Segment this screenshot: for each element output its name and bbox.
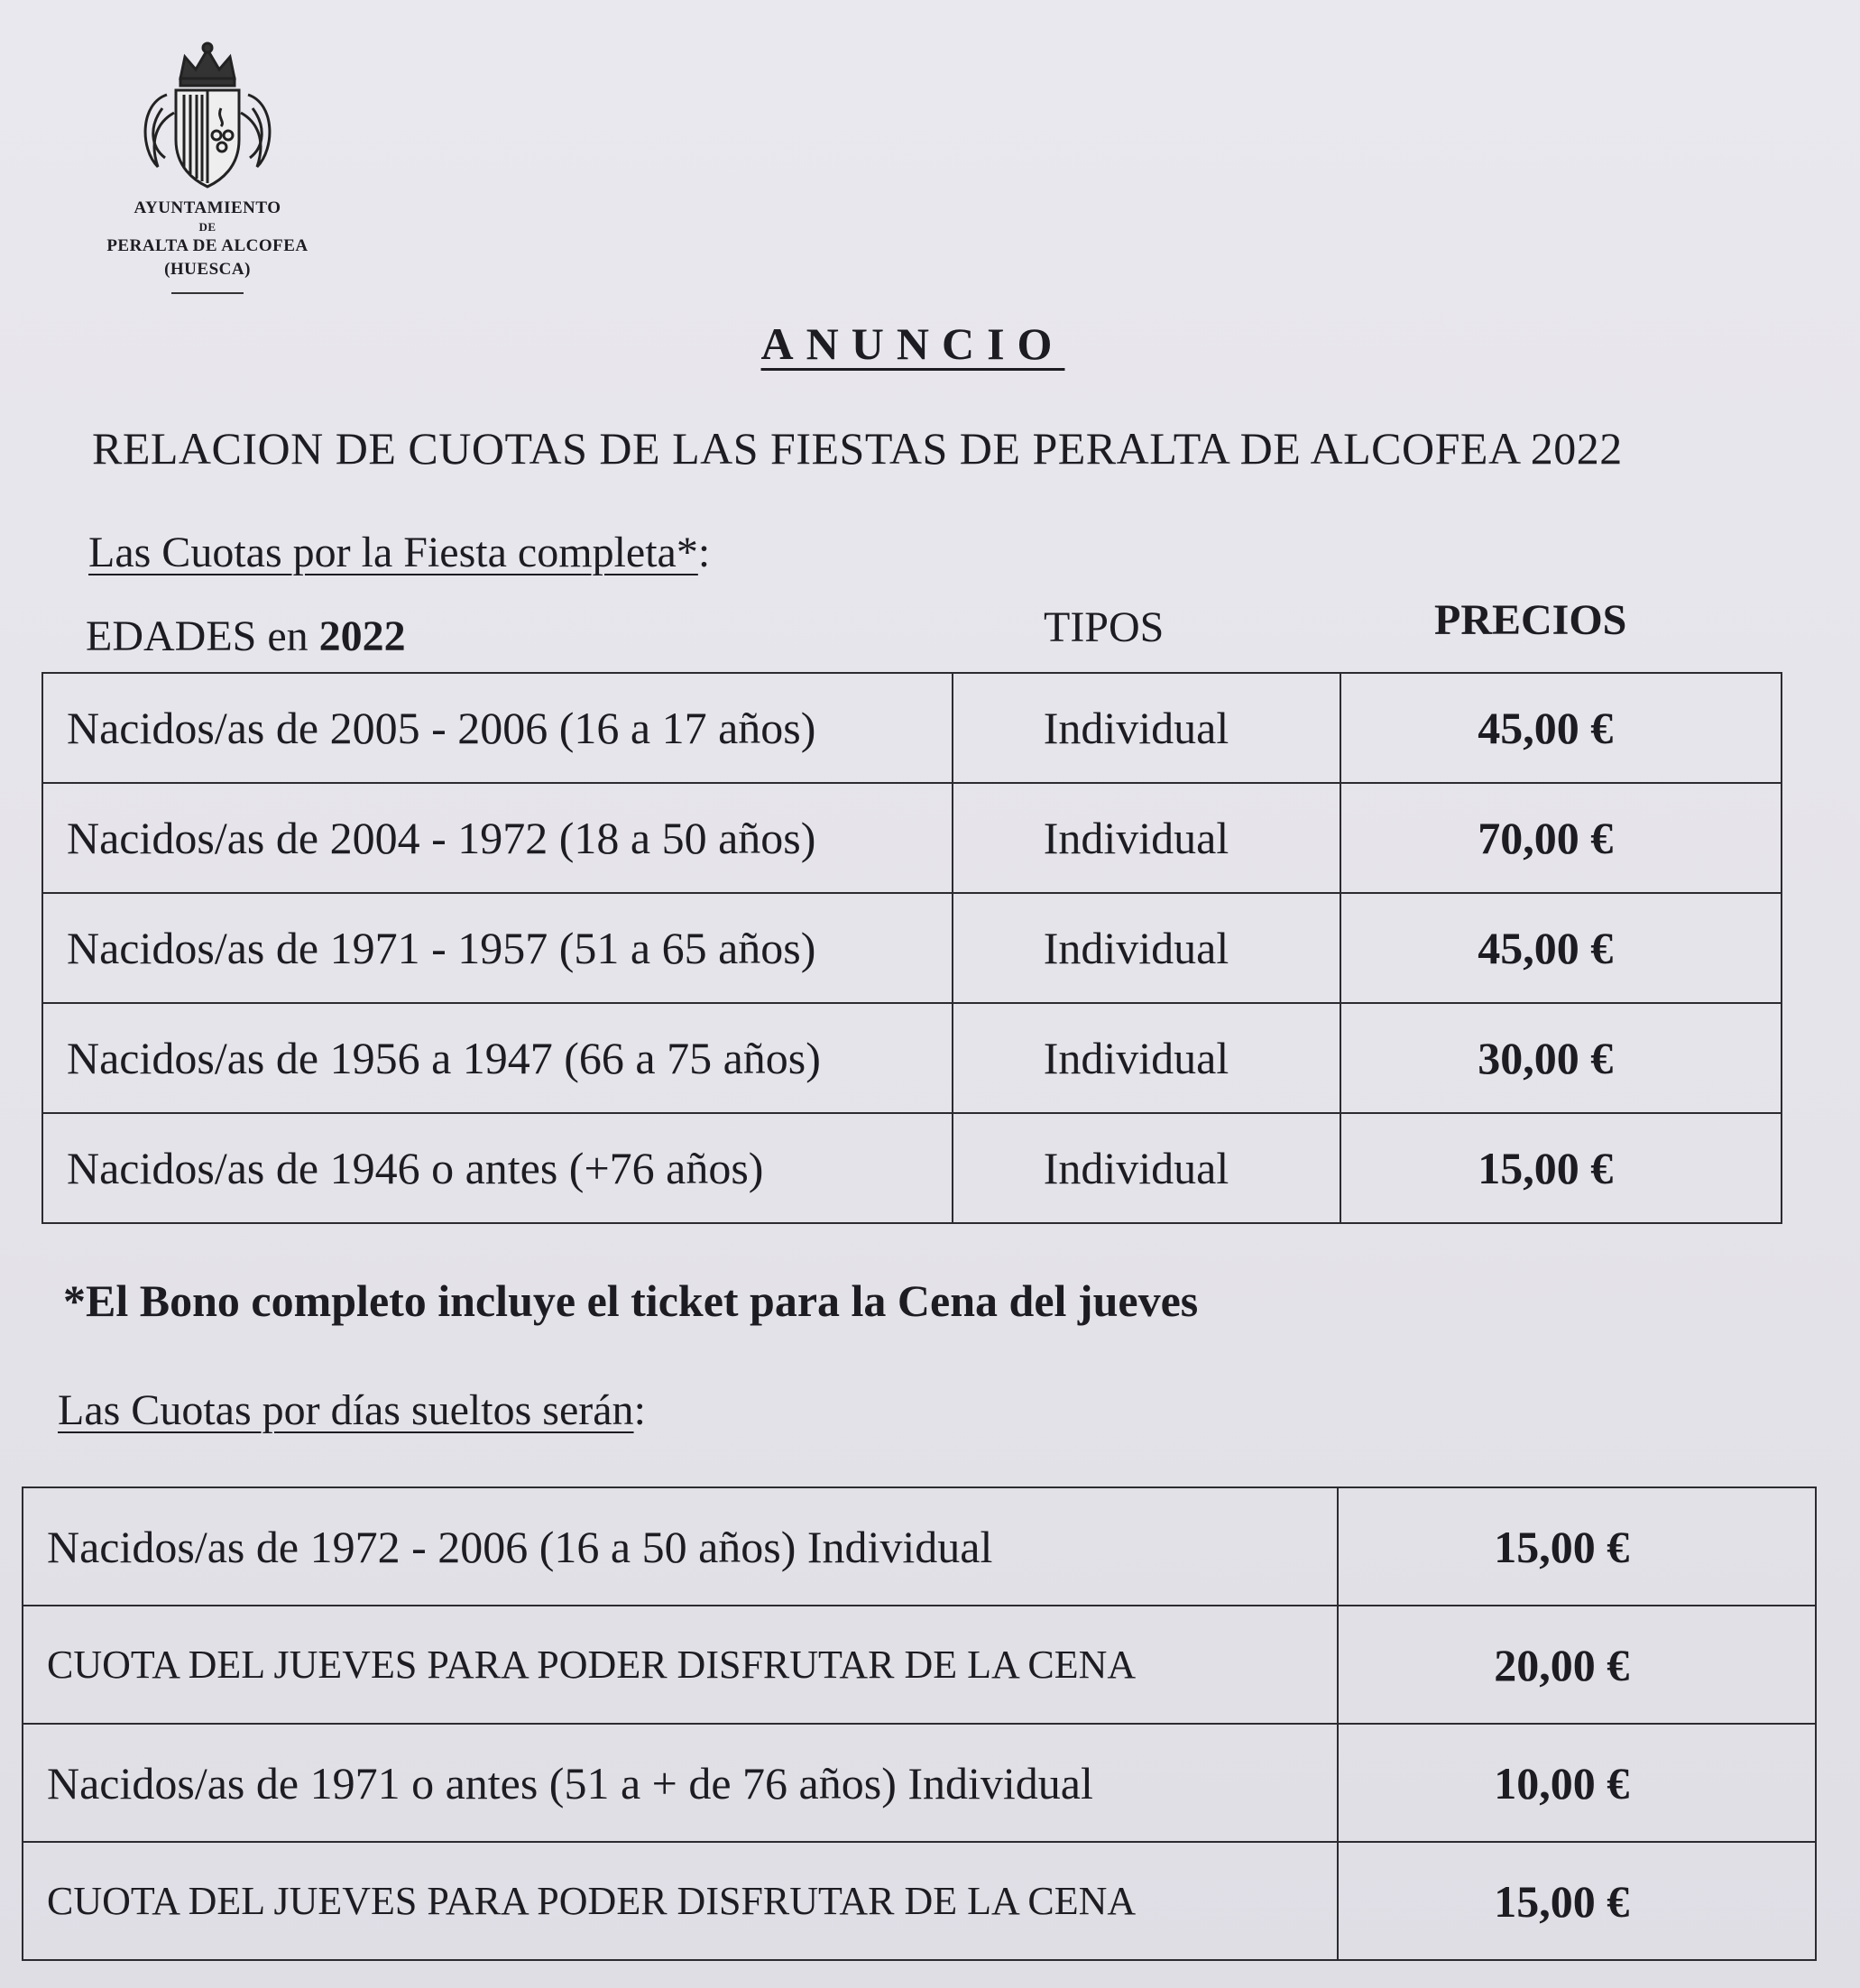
table-row <box>23 1487 1816 1606</box>
price-cell: 70,00 € <box>1340 783 1782 893</box>
price-cell: 30,00 € <box>1340 1003 1782 1113</box>
type-cell: Individual <box>953 1113 1340 1223</box>
table-row <box>42 1113 1782 1223</box>
announcement-subtitle: RELACION DE CUOTAS DE LAS FIESTAS DE PERALTA DE ALCOFEA 2022 <box>92 423 1623 474</box>
daily-fee-table <box>22 1486 1817 1961</box>
municipality-name <box>54 197 361 294</box>
bonus-note: *El Bono completo incluye el ticket para la Cena del jueves <box>63 1275 1199 1326</box>
org-line-3: PERALTA DE ALCOFEA <box>106 236 308 255</box>
daily-label-cell: Nacidos/as de 1972 - 2006 (16 a 50 años) Individual <box>23 1487 1338 1606</box>
type-cell: Individual <box>953 783 1340 893</box>
age-cell: Nacidos/as de 1946 o antes (+76 años) <box>42 1113 953 1223</box>
age-cell: Nacidos/as de 2005 - 2006 (16 a 17 años) <box>42 673 953 783</box>
table-row <box>42 673 1782 783</box>
full-fee-heading: Las Cuotas por la Fiesta completa*: <box>88 529 711 576</box>
age-cell: Nacidos/as de 2004 - 1972 (18 a 50 años) <box>42 783 953 893</box>
price-cell: 10,00 € <box>1338 1724 1816 1842</box>
org-line-2: DE <box>198 220 216 234</box>
daily-label-cell: CUOTA DEL JUEVES PARA PODER DISFRUTAR DE LA CENA <box>23 1842 1338 1960</box>
price-cell: 45,00 € <box>1340 893 1782 1003</box>
table-row <box>23 1724 1816 1842</box>
daily-fee-heading: Las Cuotas por días sueltos serán: <box>58 1386 646 1434</box>
price-cell: 15,00 € <box>1338 1487 1816 1606</box>
type-cell: Individual <box>953 673 1340 783</box>
col-head-prices: PRECIOS <box>1434 596 1627 644</box>
table-row <box>42 783 1782 893</box>
daily-label-cell: Nacidos/as de 1971 o antes (51 a + de 76 años) Individual <box>23 1724 1338 1842</box>
org-line-1: AYUNTAMIENTO <box>134 198 281 217</box>
price-cell: 15,00 € <box>1338 1842 1816 1960</box>
price-cell: 15,00 € <box>1340 1113 1782 1223</box>
org-divider <box>171 292 244 294</box>
price-cell: 20,00 € <box>1338 1606 1816 1724</box>
table-row <box>23 1606 1816 1724</box>
table-row <box>42 893 1782 1003</box>
coat-of-arms-seal <box>131 41 284 194</box>
table-row <box>42 1003 1782 1113</box>
full-fee-table <box>41 672 1782 1224</box>
table-row <box>23 1842 1816 1960</box>
daily-label-cell: CUOTA DEL JUEVES PARA PODER DISFRUTAR DE LA CENA <box>23 1606 1338 1724</box>
age-cell: Nacidos/as de 1971 - 1957 (51 a 65 años) <box>42 893 953 1003</box>
col-head-ages: EDADES en 2022 <box>86 612 406 660</box>
type-cell: Individual <box>953 1003 1340 1113</box>
col-head-types: TIPOS <box>1044 603 1165 651</box>
price-cell: 45,00 € <box>1340 673 1782 783</box>
type-cell: Individual <box>953 893 1340 1003</box>
org-line-4: (HUESCA) <box>164 260 251 279</box>
age-cell: Nacidos/as de 1956 a 1947 (66 a 75 años) <box>42 1003 953 1113</box>
announcement-title: ANUNCIO <box>760 318 1065 369</box>
